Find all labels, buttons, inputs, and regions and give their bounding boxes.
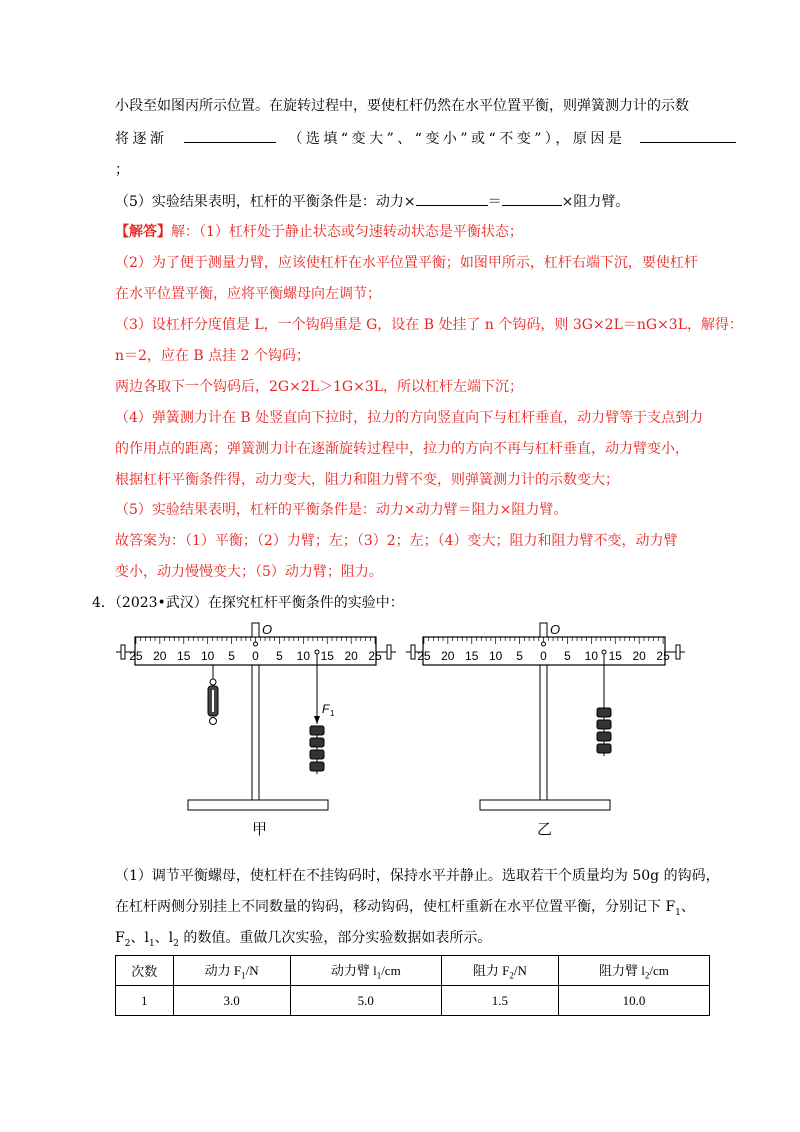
answer-line: （5）实验结果表明，杠杆的平衡条件是：动力×动力臂＝阻力×阻力臂。 [115,502,568,518]
ruler-tick-label: 15 [320,649,334,663]
ruler-tick-label: 0 [252,649,259,663]
text-line: 小段至如图丙所示位置。在旋转过程中，要使杠杆仍然在水平位置平衡，则弹簧测力计的示数 [115,98,689,114]
spring-scale-ring [210,718,217,725]
table-row [116,986,710,1016]
ruler-tick-label: 25 [656,649,670,663]
table-header-cell [441,956,558,986]
force-label: F [322,702,330,716]
table-header-cell [173,956,290,986]
text-line: （1）调节平衡螺母，使杠杆在不挂钩码时，保持水平并静止。选取若干个质量均为 50g 的钩码， [115,868,720,884]
lever-figure [0,612,800,862]
text-line: ； [115,162,129,178]
hook-weight [597,708,611,717]
text-span: （选填“变大”、“变小”或“不变”），原因是 [288,131,626,147]
text-span: ×阻力臂。 [561,194,630,210]
header-text: /cm [649,963,669,979]
answer-line [115,222,523,242]
answer-blank[interactable] [502,191,562,206]
table-cell: 10.0 [558,986,709,1016]
answer-tag: 【解答】 [115,224,171,240]
hook-weight [310,762,324,771]
balance-nut-right [387,645,391,659]
text-span: 、l [130,930,149,946]
hook-point [315,650,319,654]
answer-line: n＝2，应在 B 点挂 2 个钩码； [115,348,310,364]
table-header-cell [116,956,174,986]
hook-weight [597,732,611,741]
stand-base [188,800,328,810]
pivot-label: O [262,622,273,637]
ruler-tick-label: 15 [608,649,622,663]
answer-blank[interactable] [184,128,276,143]
hook-weight [310,726,324,735]
hook-weight [310,750,324,759]
pivot-point [542,642,546,646]
ruler-tick-label: 10 [584,649,599,663]
subscript: 1 [376,970,382,981]
text-span: 、 [680,899,695,915]
figure-label-yi: 乙 [537,821,553,838]
header-text: 动力臂 l [330,963,377,979]
answer-line: 的作用点的距离；弹簧测力计在逐渐旋转过程中，拉力的方向不再与杠杆垂直，动力臂变小， [115,441,689,457]
ruler-tick-label: 25 [368,649,382,663]
ruler-tick-label: 15 [177,649,191,663]
answer-blank[interactable] [416,191,488,206]
answer-blank[interactable] [640,128,736,143]
pivot-point [254,642,258,646]
lever-apparatus-right [406,622,685,838]
subscript: 1 [675,907,681,918]
table-header-cell [290,956,441,986]
subscript: 2 [644,970,650,981]
question-text: 在探究杠杆平衡条件的实验中： [207,595,404,611]
balance-nut-left [121,645,125,659]
text-span: （5）实验结果表明，杠杆的平衡条件是：动力× [115,194,416,210]
ruler-tick-label: 5 [276,649,283,663]
ruler-tick-label: 20 [153,649,167,663]
ruler-tick-label: 5 [228,649,235,663]
stand-base [480,800,610,810]
ruler-tick-label: 15 [465,649,479,663]
header-text: 次数 [131,964,158,979]
subscript: 2 [509,970,514,981]
table-header-cell [558,956,709,986]
stand-pole [540,664,547,800]
answer-line: （3）设杠杆分度值是 L，一个钩码重是 G，设在 B 处挂了 n 个钩码，则 3G×2L＝nG×3L，解得： [115,317,744,333]
table-header-row [116,956,710,986]
ruler-tick-label: 20 [344,649,358,663]
hook-weight [597,744,611,753]
ruler-tick-label: 5 [516,649,523,663]
table-cell: 3.0 [173,986,290,1016]
hook-weight [310,738,324,747]
text-line [115,128,736,149]
ruler-tick-label: 25 [129,649,143,663]
text-span: 解：（1）杠杆处于静止状态或匀速转动状态是平衡状态； [171,224,523,240]
answer-line: 变小，动力慢慢变大；（5）动力臂；阻力。 [115,564,383,580]
question-number: 4． [92,595,115,611]
header-text: /N [245,963,259,979]
header-text: 阻力 F [472,963,510,979]
hook-point [602,650,606,654]
text-span: ＝ [487,194,502,210]
table-cell: 1 [116,986,174,1016]
text-line [115,928,491,954]
answer-line: 根据杠杆平衡条件得，动力变大，阻力和阻力臂不变，则弹簧测力计的示数变大； [115,472,619,488]
subscript: 2 [173,938,179,949]
subscript: 1 [148,938,155,949]
answer-line: 在水平位置平衡，应将平衡螺母向左调节； [115,286,381,302]
hook-weights [310,726,324,774]
subscript: 1 [241,970,246,981]
header-text: /cm [381,963,401,979]
answer-line: （4）弹簧测力计在 B 处竖直向下拉时，拉力的方向竖直向下与杠杆垂直，动力臂等于支点到力 [115,410,704,426]
header-text: 动力 F [204,963,242,979]
hook-weight [597,720,611,729]
text-span: 的数值。重做几次实验，部分实验数据如表所示。 [178,930,492,946]
ruler-tick-label: 0 [540,649,547,663]
header-text: /N [513,963,527,979]
text-span: 在杠杆两侧分别挂上不同数量的钩码，移动钩码，使杠杆重新在水平位置平衡，分别记下 F [115,899,676,915]
text-span: F [115,930,125,946]
stand-pole [252,664,259,800]
text-span: 将逐渐 [115,131,168,147]
answer-line: 两边各取下一个钩码后，2G×2L＞1G×3L，所以杠杆左端下沉； [115,379,524,395]
text-span: 、l [154,930,174,946]
lever-apparatus-left [116,622,396,838]
ruler-tick-label: 5 [564,649,571,663]
force-arrowhead [314,716,320,724]
answer-line: 故答案为：（1）平衡；（2）力臂；左；（3）2；左；（4）变大；阻力和阻力臂不变，动力臂 [115,533,678,549]
table-cell: 5.0 [290,986,441,1016]
balance-nut-left [411,645,415,659]
subscript: 2 [124,938,131,949]
ruler-tick-label: 10 [488,649,503,663]
text-line [115,897,695,923]
figure-label-jia: 甲 [252,821,268,838]
ruler-tick-label: 10 [296,649,311,663]
balance-nut-right [676,645,680,659]
ruler-tick-label: 20 [632,649,646,663]
question-4-title [92,593,404,613]
ruler-tick-label: 25 [417,649,431,663]
ruler-tick-label: 10 [200,649,215,663]
pivot-tab [252,623,259,637]
experiment-data-table [115,955,710,1016]
question-source: （2023•武汉） [114,595,208,611]
pivot-label: O [550,622,561,637]
table-cell: 1.5 [441,986,558,1016]
question-5 [115,191,629,212]
hook-weights [597,708,611,756]
answer-line: （2）为了便于测量力臂，应该使杠杆在水平位置平衡；如图甲所示，杠杆右端下沉，要使杠杆 [115,255,698,271]
header-text: 阻力臂 l [599,963,645,979]
force-label-subscript: 1 [330,709,335,718]
ruler-tick-label: 20 [441,649,455,663]
pivot-tab [540,623,547,637]
spring-scale-hook [210,679,216,685]
